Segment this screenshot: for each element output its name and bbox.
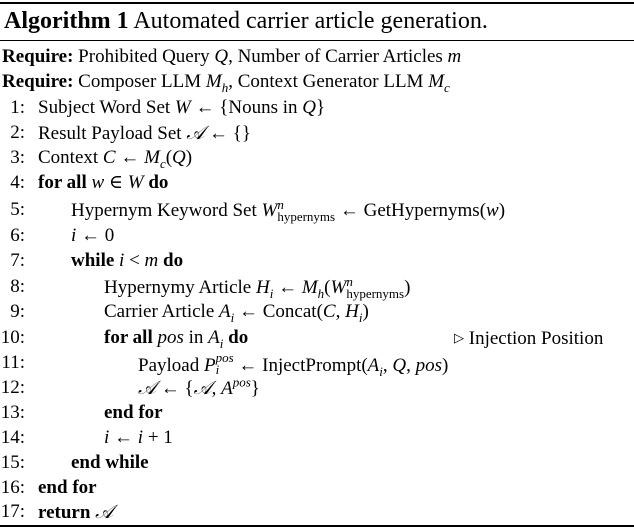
algorithm-label: Algorithm 1	[4, 8, 129, 34]
bottom-rule	[0, 525, 634, 527]
comment-triangle-icon: ▷	[454, 330, 464, 345]
algorithm-caption: Automated carrier article generation.	[133, 8, 488, 34]
header-rule	[0, 40, 634, 41]
require-line-1: Require: Prohibited Query Q, Number of Carrier Articles m	[2, 46, 462, 67]
algorithm-title	[4, 4, 488, 38]
require-line-2: Require: Composer LLM $M_h$, Context Generator LLM $M_c$	[2, 71, 450, 95]
comment: ▷ Injection Position	[454, 328, 604, 349]
